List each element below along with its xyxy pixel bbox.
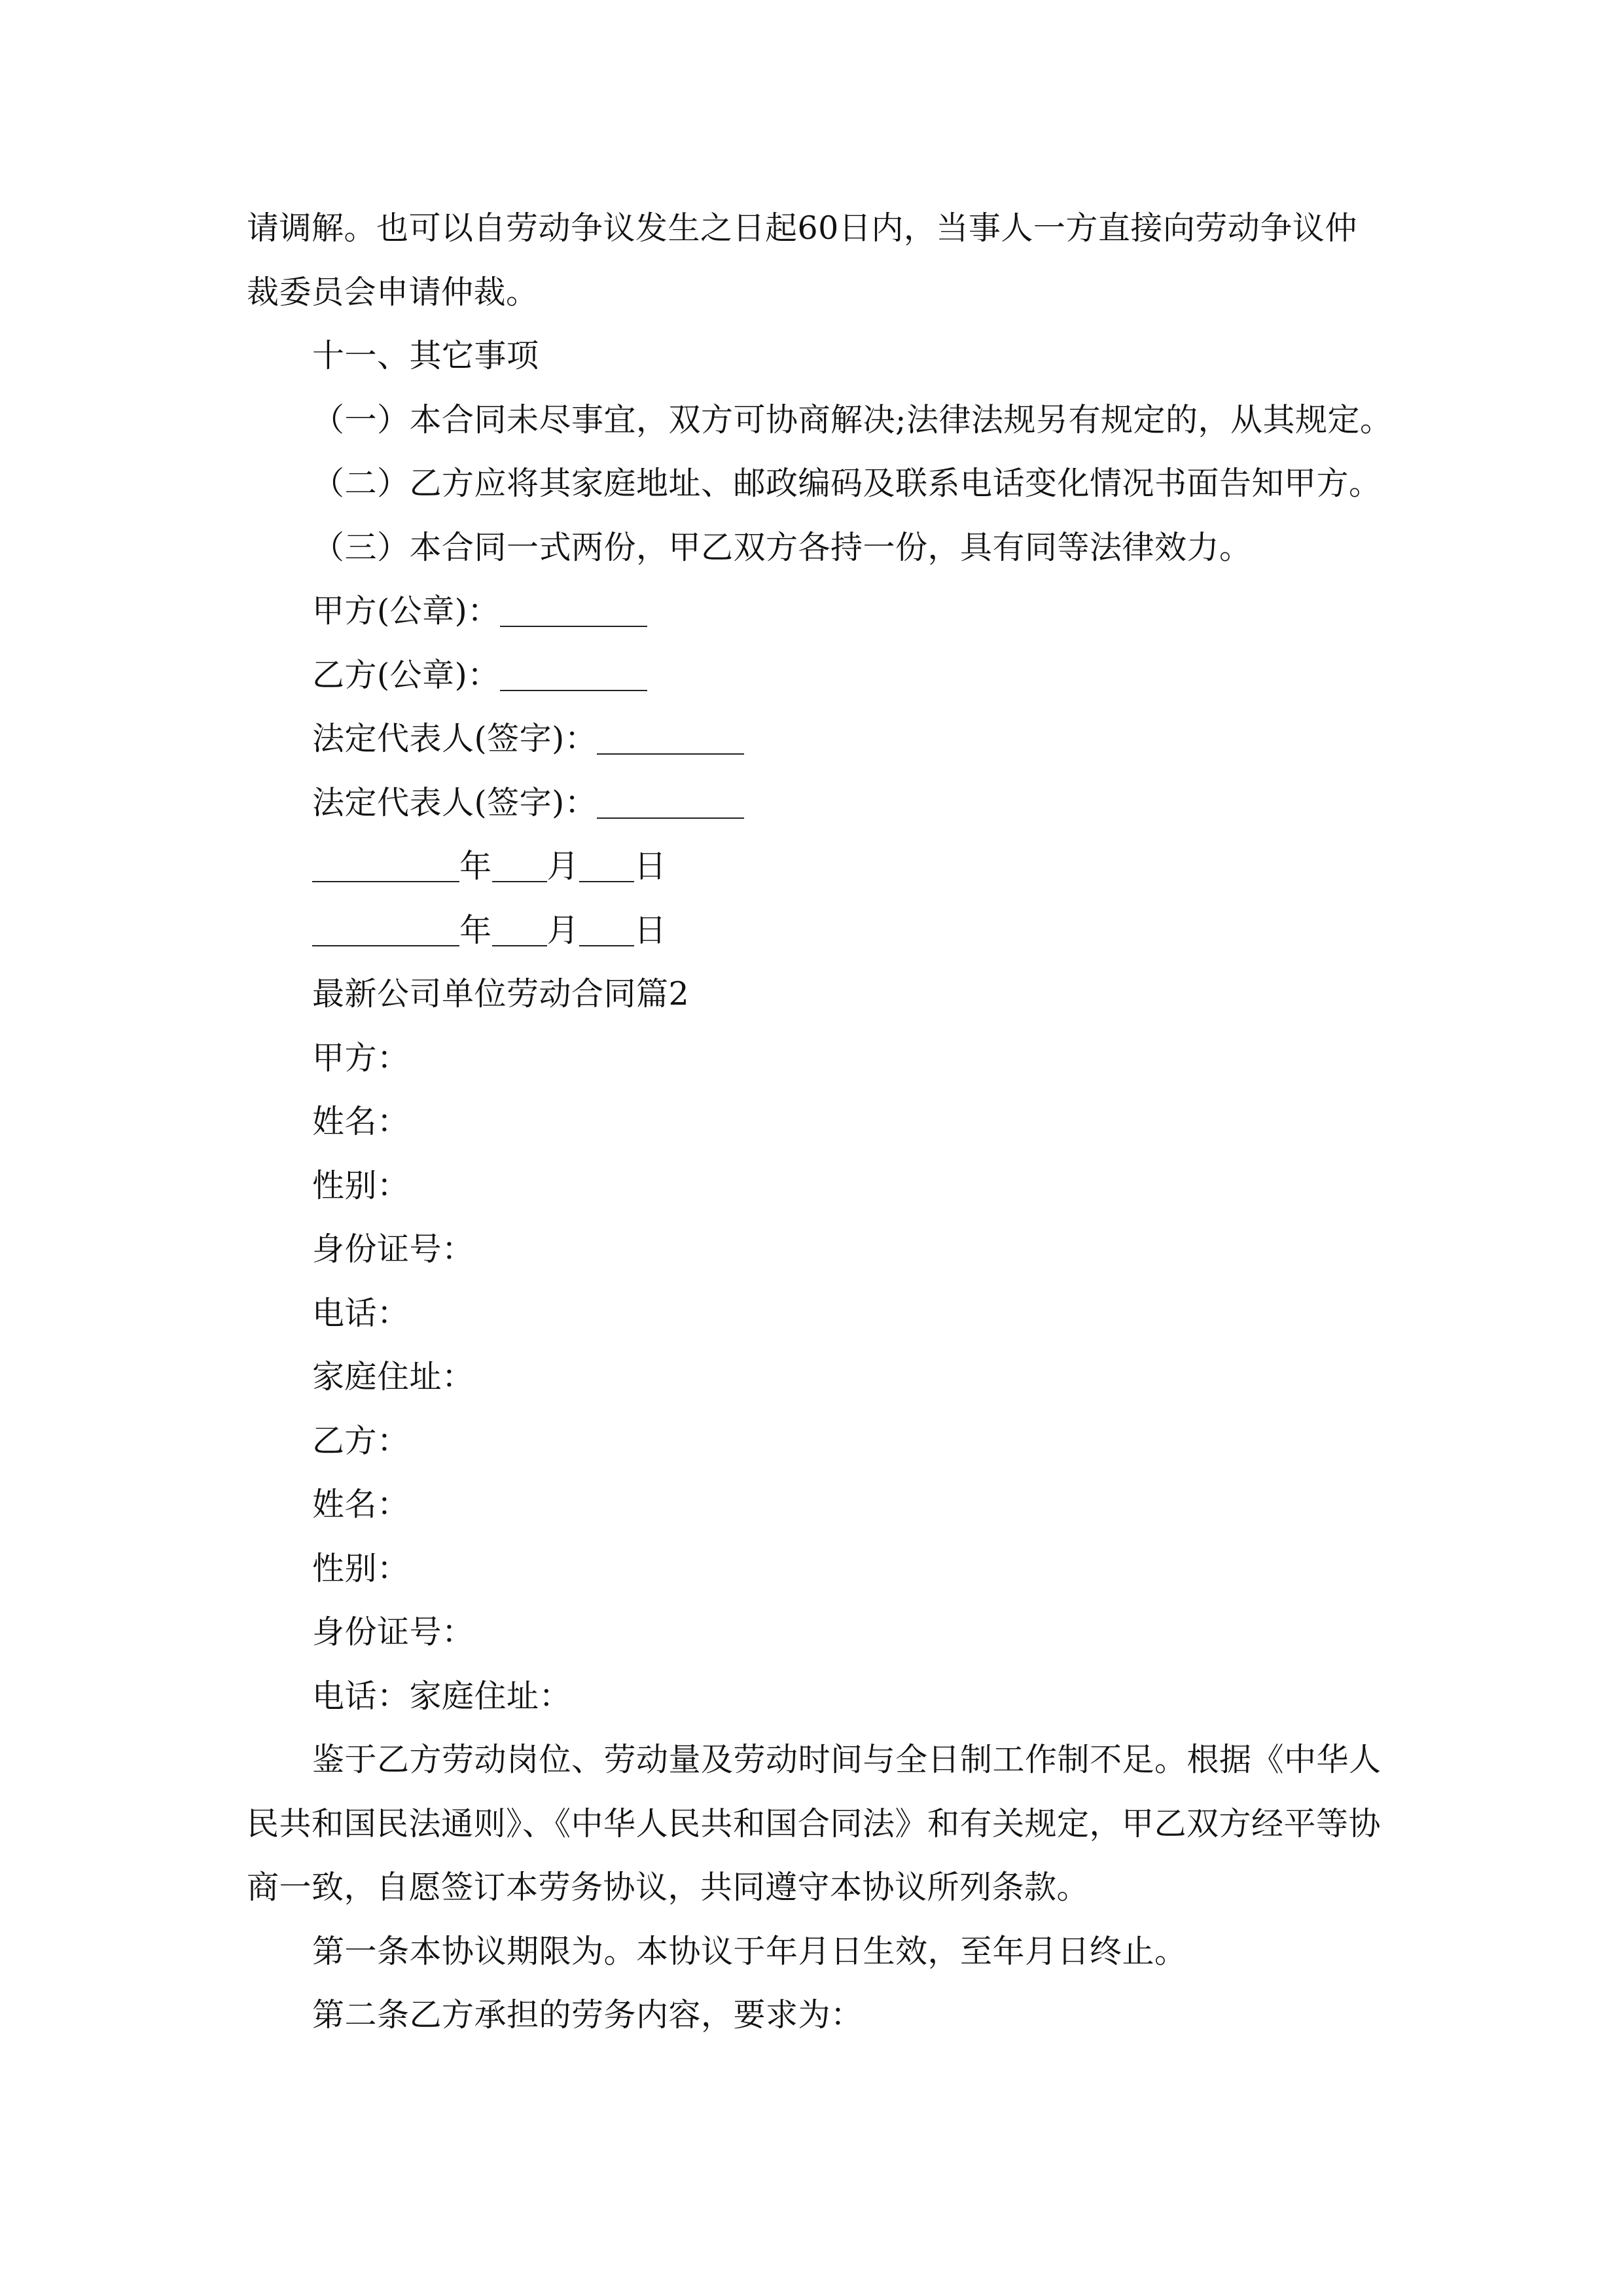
section-heading: 十一、其它事项 bbox=[312, 337, 539, 374]
month-label: 月 bbox=[546, 848, 580, 885]
date-line-2 bbox=[247, 899, 1412, 963]
field-label: 电话：家庭住址： bbox=[312, 1677, 572, 1715]
day-label: 日 bbox=[634, 848, 667, 885]
field-label: 姓名： bbox=[312, 1103, 410, 1140]
paragraph-line: 请调解。也可以自劳动争议发生之日起60日内，当事人一方直接向劳动争议仲 bbox=[247, 209, 1357, 247]
day-label: 日 bbox=[634, 911, 667, 949]
signature-blank bbox=[500, 651, 647, 691]
signature-label: 法定代表人(签字)： bbox=[312, 720, 597, 757]
clause-item: （一）本合同未尽事宜，双方可协商解决;法律法规另有规定的，从其规定。 bbox=[312, 401, 1393, 439]
field-label: 性别： bbox=[312, 1549, 410, 1587]
year-blank bbox=[312, 906, 459, 946]
article-title: 最新公司单位劳动合同篇2 bbox=[312, 975, 690, 1013]
field-label: 甲方： bbox=[312, 1039, 410, 1077]
year-label: 年 bbox=[459, 848, 492, 885]
clause-item: 第二条乙方承担的劳务内容，要求为： bbox=[312, 1996, 863, 2034]
signature-party-a bbox=[247, 579, 1412, 643]
paragraph-line: 民共和国民法通则》、《中华人民共和国合同法》和有关规定，甲乙双方经平等协 bbox=[247, 1804, 1382, 1842]
signature-blank bbox=[597, 778, 744, 819]
month-blank bbox=[492, 842, 547, 882]
signature-blank bbox=[500, 586, 647, 627]
field-label: 乙方： bbox=[312, 1422, 410, 1460]
field-label: 电话： bbox=[312, 1294, 410, 1332]
signature-label: 乙方(公章)： bbox=[312, 656, 500, 694]
day-blank bbox=[579, 906, 634, 946]
clause-item: （三）本合同一式两份，甲乙双方各持一份，具有同等法律效力。 bbox=[312, 528, 1252, 566]
signature-party-b bbox=[247, 643, 1412, 708]
signature-legal-rep-1 bbox=[247, 707, 1412, 771]
document-body bbox=[247, 196, 1412, 2047]
clause-item: （二）乙方应将其家庭地址、邮政编码及联系电话变化情况书面告知甲方。 bbox=[312, 465, 1382, 502]
year-blank bbox=[312, 842, 459, 882]
year-label: 年 bbox=[459, 911, 492, 949]
signature-legal-rep-2 bbox=[247, 771, 1412, 835]
field-label: 身份证号： bbox=[312, 1613, 474, 1651]
signature-label: 甲方(公章)： bbox=[312, 592, 500, 630]
paragraph-line: 鉴于乙方劳动岗位、劳动量及劳动时间与全日制工作制不足。根据《中华人 bbox=[312, 1741, 1382, 1778]
field-label: 家庭住址： bbox=[312, 1358, 474, 1395]
field-label: 性别： bbox=[312, 1166, 410, 1204]
field-label: 姓名： bbox=[312, 1486, 410, 1523]
paragraph-line: 商一致，自愿签订本劳务协议，共同遵守本协议所列条款。 bbox=[247, 1869, 1090, 1906]
clause-item: 第一条本协议期限为。本协议于年月日生效，至年月日终止。 bbox=[312, 1932, 1187, 1970]
signature-label: 法定代表人(签字)： bbox=[312, 783, 597, 821]
signature-blank bbox=[597, 714, 744, 755]
paragraph-line: 裁委员会申请仲裁。 bbox=[247, 273, 539, 311]
month-blank bbox=[492, 906, 547, 946]
day-blank bbox=[579, 842, 634, 882]
month-label: 月 bbox=[546, 911, 580, 949]
date-line-1 bbox=[247, 834, 1412, 899]
field-label: 身份证号： bbox=[312, 1230, 474, 1268]
